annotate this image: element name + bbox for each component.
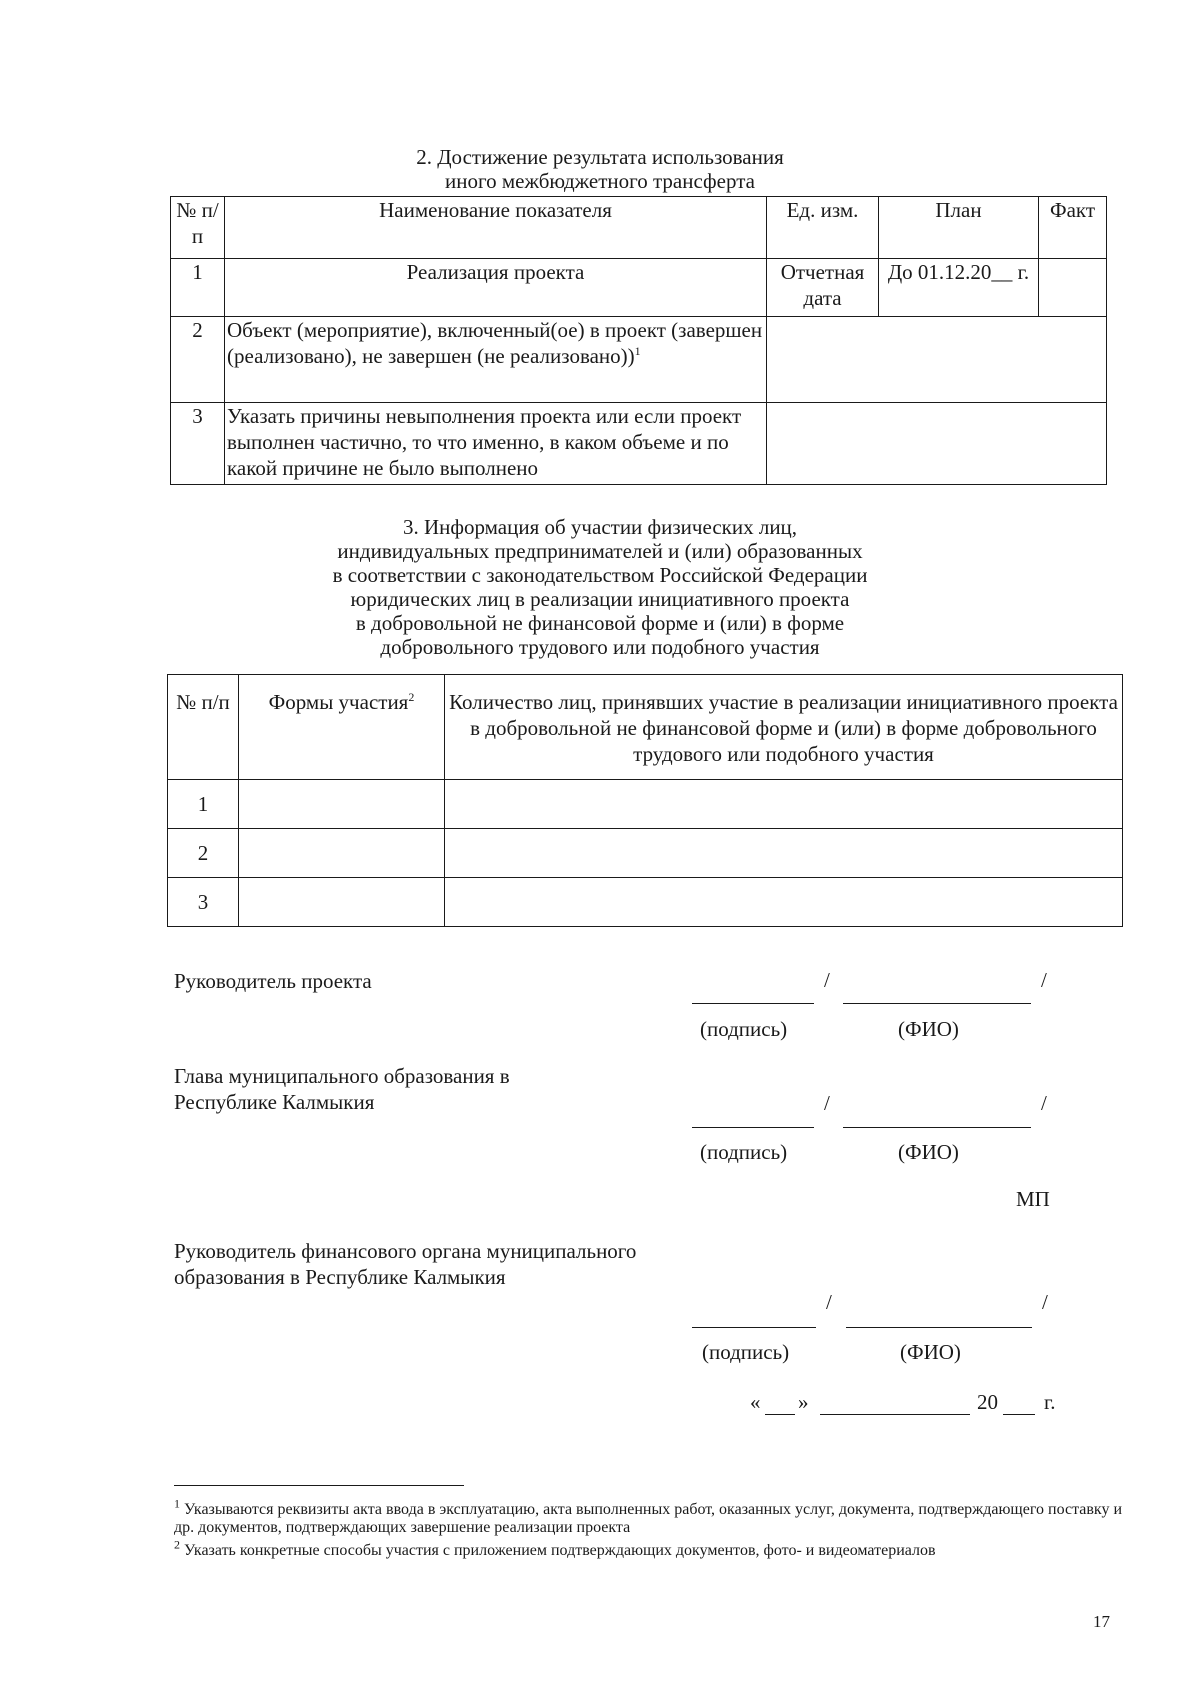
section3-title-line: юридических лиц в реализации инициативного проекта bbox=[350, 587, 850, 611]
row-num: 1 bbox=[168, 780, 239, 829]
date-month-line bbox=[820, 1414, 970, 1415]
section2-title bbox=[300, 145, 900, 193]
signature-title: Глава муниципального образования в Республике Калмыкия bbox=[174, 1064, 510, 1114]
table-row bbox=[168, 878, 1123, 927]
date-year-prefix: 20 bbox=[977, 1390, 998, 1414]
section2-table bbox=[170, 196, 1107, 485]
table-row bbox=[171, 259, 1107, 317]
signature-separator: / bbox=[824, 968, 830, 992]
date-year-suffix: г. bbox=[1044, 1390, 1056, 1414]
header-name: Наименование показателя bbox=[225, 197, 767, 259]
section3-title-line: индивидуальных предпринимателей и (или) образованных bbox=[337, 539, 863, 563]
section3-title bbox=[260, 515, 940, 659]
signature-separator: / bbox=[826, 1290, 832, 1314]
footnote-ref: 2 bbox=[408, 690, 415, 704]
section2-title-line2: иного межбюджетного трансферта bbox=[445, 169, 755, 193]
name-caption: (ФИО) bbox=[900, 1340, 961, 1364]
row-forms bbox=[239, 780, 445, 829]
signature-separator: / bbox=[1041, 1091, 1047, 1115]
signature-caption: (подпись) bbox=[702, 1340, 790, 1364]
section2-title-line1: 2. Достижение результата использования bbox=[416, 145, 784, 169]
footnote bbox=[174, 1496, 1124, 1537]
table-header-row bbox=[171, 197, 1107, 259]
header-forms-text: Формы участия bbox=[268, 690, 409, 714]
row-forms bbox=[239, 878, 445, 927]
row-forms bbox=[239, 829, 445, 878]
footnote-separator bbox=[174, 1485, 464, 1486]
section3-title-line: в добровольной не финансовой форме и (или) в форме bbox=[355, 611, 845, 635]
row-count bbox=[445, 780, 1123, 829]
row-plan: До 01.12.20__ г. bbox=[879, 259, 1039, 317]
stamp-mark: МП bbox=[1016, 1187, 1050, 1211]
section3-title-line: 3. Информация об участии физических лиц, bbox=[402, 515, 798, 539]
header-count: Количество лиц, принявших участие в реализации инициативного проекта в добровольной не финансовой форме и (или) в форме добровольного трудового или подобного участия bbox=[445, 675, 1123, 780]
row-num: 1 bbox=[171, 259, 225, 317]
header-forms bbox=[239, 675, 445, 780]
footnote-text: Указываются реквизиты акта ввода в эксплуатацию, акта выполненных работ, оказанных услуг, документа, подтверждающего поставку и др. документов, подтверждающих завершение реализации проекта bbox=[174, 1501, 1123, 1536]
name-line bbox=[843, 1127, 1031, 1128]
name-line bbox=[843, 1003, 1031, 1004]
signature-title: Руководитель финансового органа муниципального образования в Республике Калмыкия bbox=[174, 1239, 637, 1289]
name-caption: (ФИО) bbox=[898, 1140, 959, 1164]
date-open-quote: « bbox=[750, 1390, 761, 1414]
signature-caption: (подпись) bbox=[700, 1017, 788, 1041]
section3-title-line: в соответствии с законодательством Российской Федерации bbox=[332, 563, 868, 587]
date-year-line bbox=[1003, 1414, 1035, 1415]
table-row bbox=[171, 317, 1107, 403]
row-fact bbox=[1039, 259, 1107, 317]
header-plan: План bbox=[879, 197, 1039, 259]
name-caption: (ФИО) bbox=[898, 1017, 959, 1041]
footnote-mark: 1 bbox=[174, 1496, 180, 1511]
signature-caption: (подпись) bbox=[700, 1140, 788, 1164]
signature-line bbox=[692, 1127, 814, 1128]
footnote-ref: 1 bbox=[634, 344, 641, 358]
signature-line bbox=[692, 1003, 814, 1004]
header-num: № п/п bbox=[171, 197, 225, 259]
section3-title-line: добровольного трудового или подобного участия bbox=[380, 635, 820, 659]
row-name bbox=[225, 317, 767, 403]
date-day-line bbox=[765, 1414, 795, 1415]
signature-separator: / bbox=[1042, 1290, 1048, 1314]
row-value bbox=[767, 403, 1107, 485]
footnote-text: Указать конкретные способы участия с приложением подтверждающих документов, фото- и видеоматериалов bbox=[184, 1542, 936, 1559]
table-header-row bbox=[168, 675, 1123, 780]
row-unit: Отчетная дата bbox=[767, 259, 879, 317]
row-name: Реализация проекта bbox=[225, 259, 767, 317]
footnote bbox=[174, 1537, 1124, 1560]
row-value bbox=[767, 317, 1107, 403]
table-row bbox=[168, 829, 1123, 878]
row-name-text: Объект (мероприятие), включенный(ое) в проект (завершен (реализовано), не завершен (не реализовано)) bbox=[227, 318, 763, 368]
signature-separator: / bbox=[824, 1091, 830, 1115]
row-name: Указать причины невыполнения проекта или если проект выполнен частично, то что именно, в каком объеме и по какой причине не было выполнено bbox=[225, 403, 767, 485]
footnote-mark: 2 bbox=[174, 1537, 180, 1552]
table-row bbox=[171, 403, 1107, 485]
signature-line bbox=[692, 1327, 816, 1328]
header-num: № п/п bbox=[168, 675, 239, 780]
row-num: 2 bbox=[171, 317, 225, 403]
date-close-quote: » bbox=[798, 1390, 809, 1414]
section3-table bbox=[167, 674, 1123, 927]
name-line bbox=[846, 1327, 1032, 1328]
table-row bbox=[168, 780, 1123, 829]
header-fact: Факт bbox=[1039, 197, 1107, 259]
header-unit: Ед. изм. bbox=[767, 197, 879, 259]
signature-title: Руководитель проекта bbox=[174, 969, 372, 993]
row-num: 2 bbox=[168, 829, 239, 878]
row-num: 3 bbox=[171, 403, 225, 485]
page-number: 17 bbox=[1093, 1612, 1110, 1631]
row-count bbox=[445, 829, 1123, 878]
row-count bbox=[445, 878, 1123, 927]
signature-separator: / bbox=[1041, 968, 1047, 992]
row-num: 3 bbox=[168, 878, 239, 927]
